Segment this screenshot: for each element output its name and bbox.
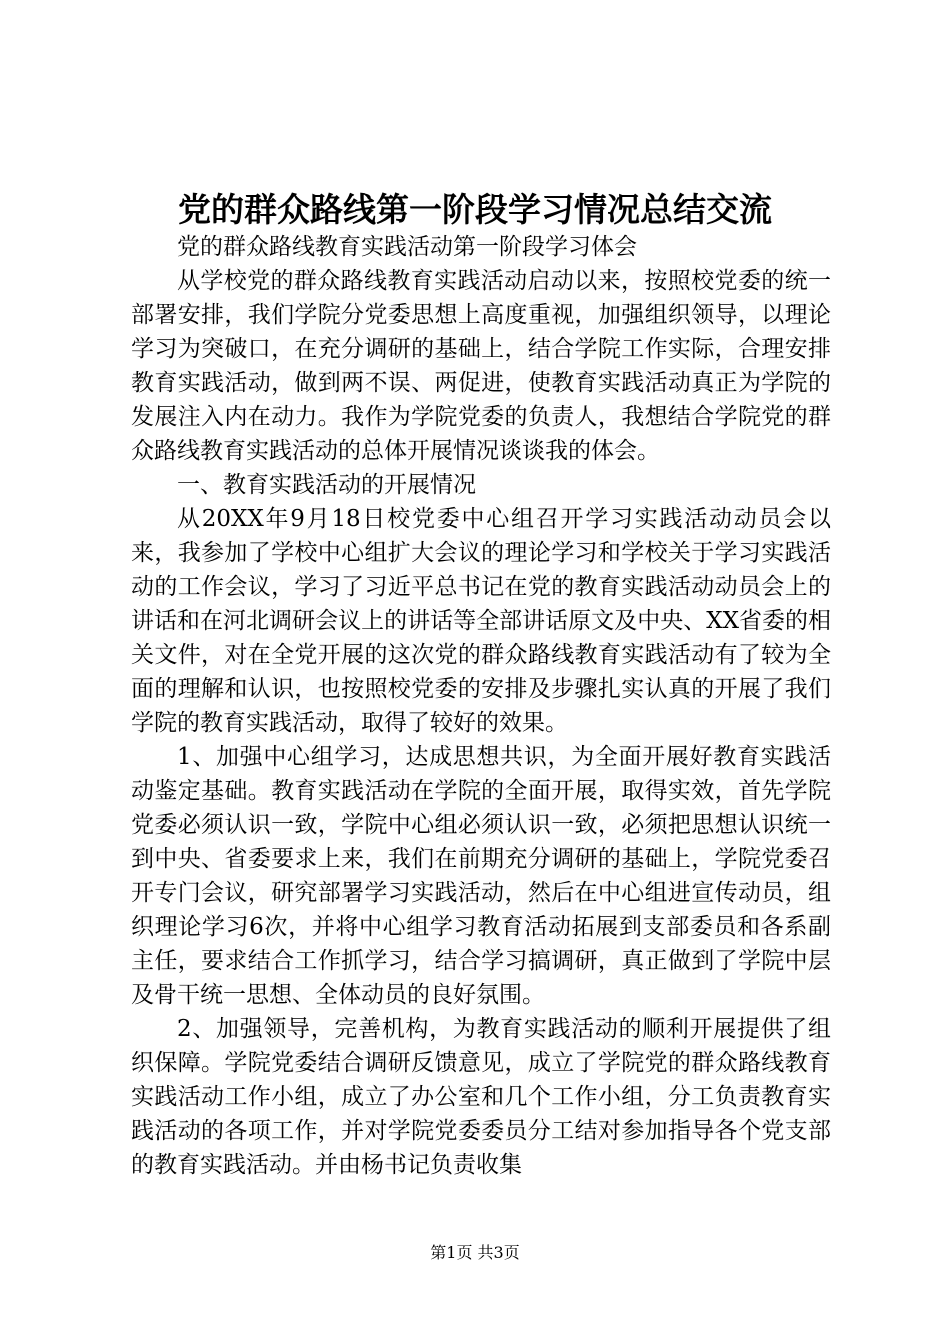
body-paragraph: 1、加强中心组学习，达成思想共识，为全面开展好教育实践活动鉴定基础。教育实践活动在学院的全面开展，取得实效，首先学院党委必须认识一致，学院中心组必须认识一致，必须把思想认识统一到中央、省委要求上来，我们在前期充分调研的基础上，学院党委召开专门会议，研究部署学习实践活动，然后在中心组进宣传动员，组织理论学习6次，并将中心组学习教育活动拓展到支部委员和各系副主任，要求结合工作抓学习，结合学习搞调研，真正做到了学院中层及骨干统一思想、全体动员的良好氛围。 [131,744,831,1008]
body-paragraph: 2、加强领导，完善机构，为教育实践活动的顺利开展提供了组织保障。学院党委结合调研反馈意见，成立了学院党的群众路线教育实践活动工作小组，成立了办公室和几个工作小组，分工负责教育实践活动的各项工作，并对学院党委委员分工结对参加指导各个党支部的教育实践活动。并由杨书记负责收集 [131,1016,831,1178]
intro-paragraph: 从学校党的群众路线教育实践活动启动以来，按照校党委的统一部署安排，我们学院分党委思想上高度重视，加强组织领导，以理论学习为突破口，在充分调研的基础上，结合学院工作实际，合理安排教育实践活动，做到两不误、两促进，使教育实践活动真正为学院的发展注入内在动力。我作为学院党委的负责人，我想结合学院党的群众路线教育实践活动的总体开展情况谈谈我的体会。 [131,268,831,464]
page-footer: 第1页 共3页 [430,1243,520,1262]
document-body [131,230,831,1182]
subtitle-paragraph: 党的群众路线教育实践活动第一阶段学习体会 [177,234,637,260]
document-title: 党的群众路线第一阶段学习情况总结交流 [178,190,772,229]
section-heading: 一、教育实践活动的开展情况 [177,472,476,498]
body-paragraph: 从20XX年9月18日校党委中心组召开学习实践活动动员会以来，我参加了学校中心组扩大会议的理论学习和学校关于学习实践活动的工作会议，学习了习近平总书记在党的教育实践活动动员会上的讲话和在河北调研会议上的讲话等全部讲话原文及中央、XX省委的相关文件，对在全党开展的这次党的群众路线教育实践活动有了较为全面的理解和认识，也按照校党委的安排及步骤扎实认真的开展了我们学院的教育实践活动，取得了较好的效果。 [131,506,831,736]
